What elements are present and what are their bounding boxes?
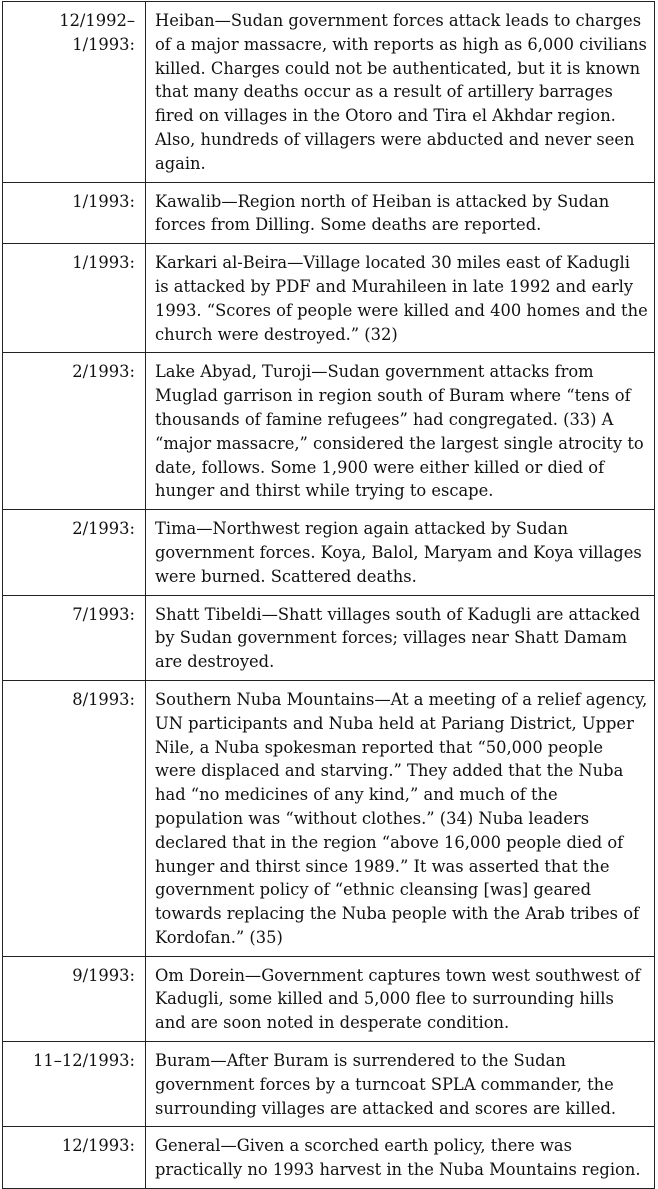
- date-cell: [3, 680, 146, 956]
- event-description: General—Given a scorched earth policy, there was practically no 1993 harvest in the Nuba Mountains region.: [146, 1127, 655, 1189]
- date-cell: [3, 1127, 146, 1189]
- table-row: [3, 1127, 655, 1189]
- event-description: Lake Abyad, Turoji—Sudan government attacks from Muglad garrison in region south of Buram where “tens of thousands of famine refugees” had congregated. (33) A “major massacre,” considered the largest single atrocity to date, follows. Some 1,900 were either killed or died of hunger and thirst while trying to escape.: [146, 353, 655, 510]
- date-cell: [3, 956, 146, 1041]
- date-cell: [3, 244, 146, 353]
- event-description: Tima—Northwest region again attacked by Sudan government forces. Koya, Balol, Maryam and Koya villages were burned. Scattered deaths.: [146, 510, 655, 595]
- date-text: 12/1992–: [59, 11, 135, 30]
- table-row: [3, 510, 655, 595]
- date-text: 11–12/1993:: [33, 1051, 135, 1071]
- date-cell: [3, 595, 146, 680]
- event-description: Kawalib—Region north of Heiban is attacked by Sudan forces from Dilling. Some deaths are reported.: [146, 182, 655, 244]
- date-cell: [3, 182, 146, 244]
- table-row: [3, 244, 655, 353]
- event-description: Shatt Tibeldi—Shatt villages south of Kadugli are attacked by Sudan government forces; villages near Shatt Damam are destroyed.: [146, 595, 655, 680]
- date-cell: [3, 510, 146, 595]
- date-text: 12/1993:: [61, 1136, 135, 1156]
- event-description: Southern Nuba Mountains—At a meeting of a relief agency, UN participants and Nuba held at Pariang District, Upper Nile, a Nuba spokesman reported that “50,000 people were displaced and starving.” They added that the Nuba had “no medicines of any kind,” and much of the population was “without clothes.” (34) Nuba leaders declared that in the region “above 16,000 people died of hunger and thirst since 1989.” It was asserted that the government policy of “ethnic cleansing [was] geared towards replacing the Nuba people with the Arab tribes of Kordofan.” (35): [146, 680, 655, 956]
- date-text: 8/1993:: [72, 689, 135, 709]
- event-description: Heiban—Sudan government forces attack leads to charges of a major massacre, with reports as high as 6,000 civilians killed. Charges could not be authenticated, but it is known that many deaths occur as a result of artillery barrages fired on villages in the Otoro and Tira el Akhdar region. Also, hundreds of villagers were abducted and never seen again.: [146, 2, 655, 183]
- date-cell: [3, 353, 146, 510]
- date-cell: [3, 1042, 146, 1127]
- table-row: [3, 182, 655, 244]
- table-row: [3, 1042, 655, 1127]
- date-text: 2/1993:: [72, 362, 135, 382]
- table-row: [3, 956, 655, 1041]
- date-text: 7/1993:: [72, 604, 135, 624]
- date-text: 1/1993:: [72, 191, 135, 211]
- event-description: Om Dorein—Government captures town west southwest of Kadugli, some killed and 5,000 flee to surrounding hills and are soon noted in desperate condition.: [146, 956, 655, 1041]
- table-row: [3, 680, 655, 956]
- date-text: 1/1993:: [72, 253, 135, 273]
- table-row: [3, 353, 655, 510]
- date-cell: [3, 2, 146, 183]
- chronology-table: [2, 1, 655, 1189]
- date-text: 9/1993:: [72, 965, 135, 985]
- table-row: [3, 595, 655, 680]
- date-text: 1/1993:: [72, 34, 135, 54]
- date-text: 2/1993:: [72, 519, 135, 539]
- event-description: Karkari al-Beira—Village located 30 miles east of Kadugli is attacked by PDF and Murahileen in late 1992 and early 1993. “Scores of people were killed and 400 homes and the church were destroyed.” (32): [146, 244, 655, 353]
- event-description: Buram—After Buram is surrendered to the Sudan government forces by a turncoat SPLA commander, the surrounding villages are attacked and scores are killed.: [146, 1042, 655, 1127]
- table-row: [3, 2, 655, 183]
